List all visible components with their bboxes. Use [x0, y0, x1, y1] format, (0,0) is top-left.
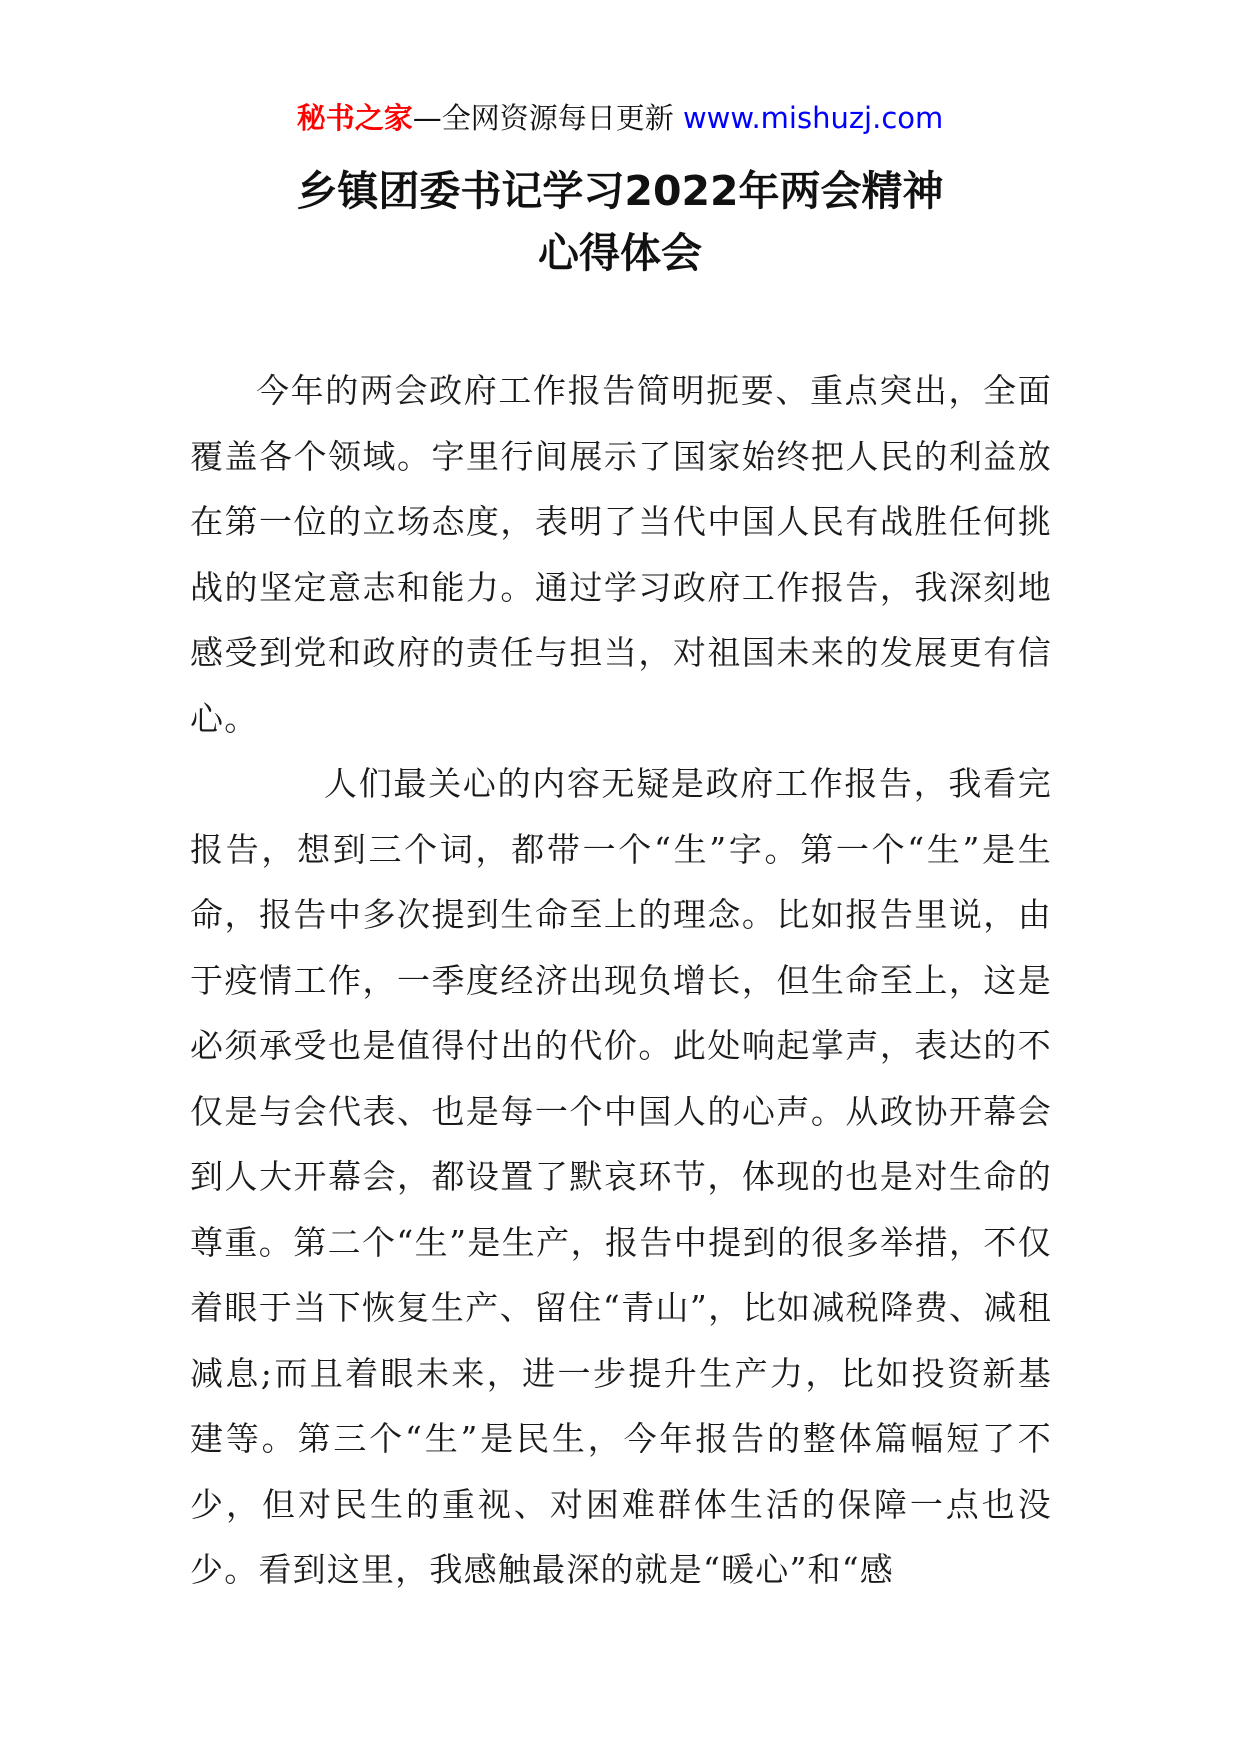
document-title — [0, 160, 1240, 284]
header-url-link[interactable]: www.mishuzj.com — [682, 101, 944, 135]
title-line-2: 心得体会 — [538, 229, 702, 277]
title-line-1: 乡镇团委书记学习2022年两会精神 — [296, 167, 944, 215]
paragraph-2: 人们最关心的内容无疑是政府工作报告，我看完报告，想到三个词，都带一个“生”字。第一个“生”是生命，报告中多次提到生命至上的理念。比如报告里说，由于疫情工作，一季度经济出现负增长，但生命至上，这是必须承受也是值得付出的代价。此处响起掌声，表达的不仅是与会代表、也是每一个中国人的心声。从政协开幕会到人大开幕会，都设置了默哀环节，体现的也是对生命的尊重。第二个“生”是生产，报告中提到的很多举措，不仅着眼于当下恢复生产、留住“青山”，比如减税降费、减租减息;而且着眼未来，进一步提升生产力，比如投资新基建等。第三个“生”是民生，今年报告的整体篇幅短了不少，但对民生的重视、对困难群体生活的保障一点也没少。看到这里，我感触最深的就是“暖心”和“感 — [190, 764, 1052, 1589]
paragraph-1: 今年的两会政府工作报告简明扼要、重点突出，全面覆盖各个领域。字里行间展示了国家始终把人民的利益放在第一位的立场态度，表明了当代中国人民有战胜任何挑战的坚定意志和能力。通过学习政府工作报告，我深刻地感受到党和政府的责任与担当，对祖国未来的发展更有信心。 — [190, 371, 1052, 738]
document-body — [190, 358, 1052, 1603]
header-tagline: —全网资源每日更新 — [412, 101, 683, 135]
page-header — [0, 98, 1240, 138]
header-brand: 秘书之家 — [296, 101, 413, 135]
